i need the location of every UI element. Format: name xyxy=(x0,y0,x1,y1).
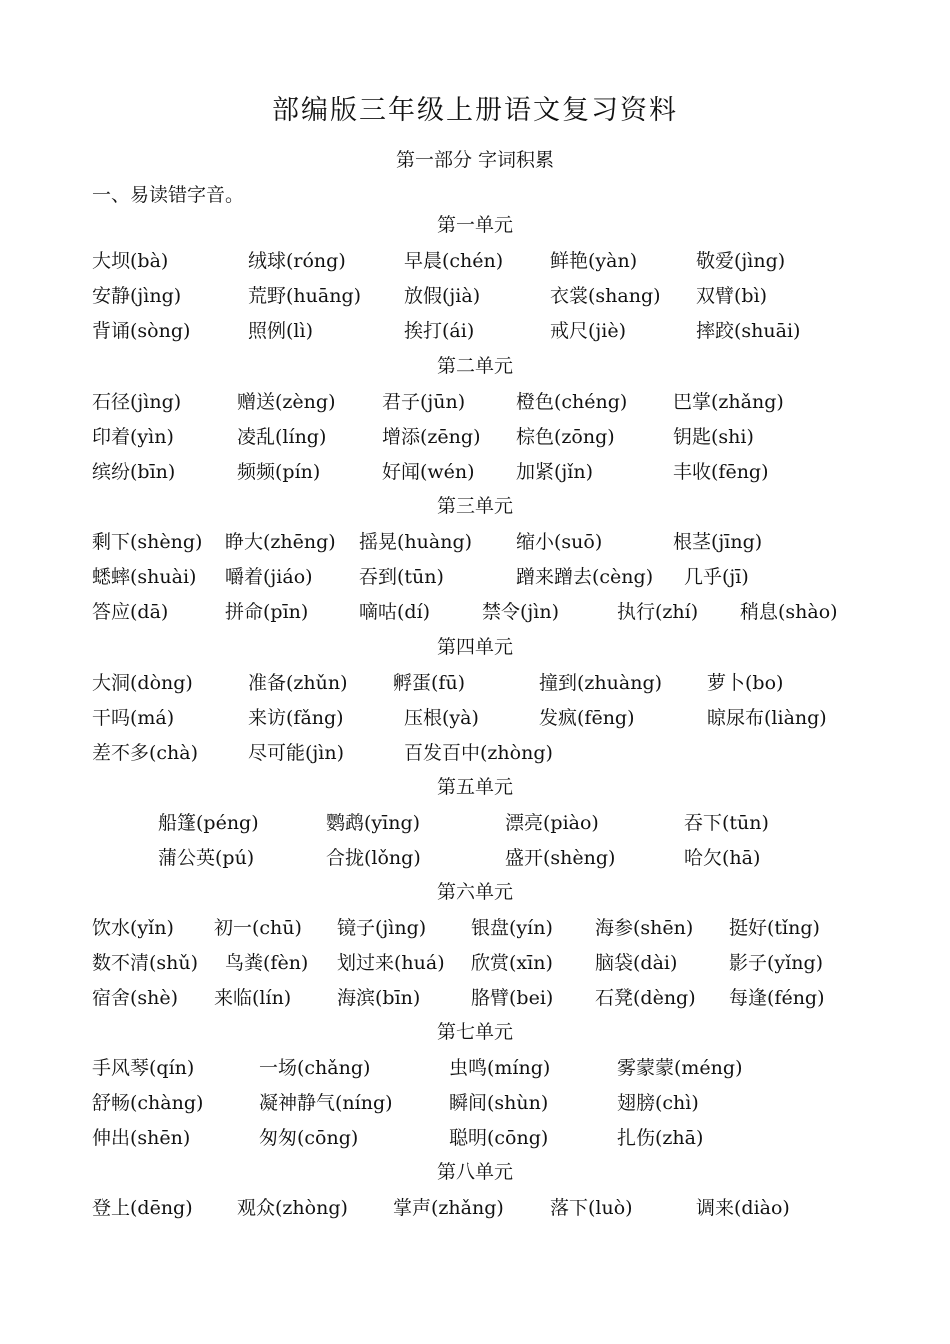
word-pinyin-item: 瞬间(shùn) xyxy=(449,1092,549,1114)
word-pinyin-item: 来临(lín) xyxy=(214,987,292,1009)
word-pinyin-item: 初一(chū) xyxy=(214,917,302,939)
word-pinyin-item: 调来(diào) xyxy=(696,1197,790,1219)
word-row xyxy=(0,913,950,943)
word-pinyin-item: 银盘(yín) xyxy=(471,917,553,939)
word-pinyin-item: 伸出(shēn) xyxy=(92,1127,191,1149)
word-row xyxy=(0,983,950,1013)
unit-title: 第一单元 xyxy=(436,214,513,236)
word-pinyin-item: 海滨(bīn) xyxy=(337,987,421,1009)
unit-title: 第五单元 xyxy=(436,776,513,798)
word-pinyin-item: 脑袋(dài) xyxy=(595,952,678,974)
word-pinyin-item: 双臂(bì) xyxy=(696,285,768,307)
section-heading: 一、易读错字音。 xyxy=(92,184,245,206)
word-pinyin-item: 晾尿布(liàng) xyxy=(707,707,827,729)
word-pinyin-item: 频频(pín) xyxy=(237,461,321,483)
word-row xyxy=(0,387,950,417)
word-pinyin-item: 石凳(dèng) xyxy=(595,987,696,1009)
word-row xyxy=(0,527,950,557)
word-pinyin-item: 翅膀(chì) xyxy=(617,1092,699,1114)
word-pinyin-item: 挺好(tǐng) xyxy=(729,917,820,939)
word-pinyin-item: 哈欠(hā) xyxy=(684,847,761,869)
word-pinyin-item: 欣赏(xīn) xyxy=(471,952,553,974)
word-pinyin-item: 戒尺(jiè) xyxy=(550,320,627,342)
word-pinyin-item: 绒球(róng) xyxy=(248,250,346,272)
word-row xyxy=(0,457,950,487)
word-pinyin-item: 掌声(zhǎng) xyxy=(393,1197,504,1219)
word-pinyin-item: 印着(yìn) xyxy=(92,426,174,448)
word-pinyin-item: 萝卜(bo) xyxy=(707,672,784,694)
part-subtitle: 第一部分 字词积累 xyxy=(395,149,555,171)
word-pinyin-item: 来访(fǎng) xyxy=(248,707,344,729)
word-pinyin-item: 稍息(shào) xyxy=(740,601,838,623)
word-pinyin-item: 吞下(tūn) xyxy=(684,812,769,834)
word-pinyin-item: 海参(shēn) xyxy=(595,917,694,939)
word-pinyin-item: 饮水(yǐn) xyxy=(92,917,174,939)
word-row xyxy=(0,668,950,698)
word-pinyin-item: 百发百中(zhòng) xyxy=(404,742,553,764)
word-pinyin-item: 君子(jūn) xyxy=(382,391,466,413)
word-pinyin-item: 凌乱(líng) xyxy=(237,426,327,448)
word-pinyin-item: 根茎(jīng) xyxy=(673,531,763,553)
word-pinyin-item: 数不清(shǔ) xyxy=(92,952,199,974)
word-pinyin-item: 巴掌(zhǎng) xyxy=(673,391,784,413)
word-pinyin-item: 聪明(cōng) xyxy=(449,1127,549,1149)
unit-title: 第二单元 xyxy=(436,355,513,377)
word-row xyxy=(0,246,950,276)
word-row xyxy=(0,597,950,627)
word-pinyin-item: 虫鸣(míng) xyxy=(449,1057,551,1079)
word-pinyin-item: 剩下(shèng) xyxy=(92,531,203,553)
word-pinyin-item: 摇晃(huàng) xyxy=(359,531,473,553)
word-pinyin-item: 衣裳(shang) xyxy=(550,285,661,307)
word-pinyin-item: 尽可能(jìn) xyxy=(248,742,345,764)
word-pinyin-item: 嘀咕(dí) xyxy=(359,601,431,623)
word-row xyxy=(0,1193,950,1223)
word-pinyin-item: 舒畅(chàng) xyxy=(92,1092,204,1114)
word-pinyin-item: 船篷(péng) xyxy=(158,812,259,834)
word-pinyin-item: 挨打(ái) xyxy=(404,320,475,342)
word-pinyin-item: 干吗(má) xyxy=(92,707,175,729)
word-pinyin-item: 镜子(jìng) xyxy=(337,917,427,939)
word-pinyin-item: 宿舍(shè) xyxy=(92,987,179,1009)
word-row xyxy=(0,948,950,978)
word-pinyin-item: 发疯(fēng) xyxy=(539,707,635,729)
word-pinyin-item: 孵蛋(fū) xyxy=(393,672,466,694)
word-pinyin-item: 丰收(fēng) xyxy=(673,461,769,483)
word-pinyin-item: 蒲公英(pú) xyxy=(158,847,255,869)
word-pinyin-item: 执行(zhí) xyxy=(617,601,699,623)
word-row xyxy=(0,1088,950,1118)
word-pinyin-item: 石径(jìng) xyxy=(92,391,182,413)
word-pinyin-item: 大洞(dòng) xyxy=(92,672,193,694)
word-pinyin-item: 增添(zēng) xyxy=(382,426,481,448)
word-row xyxy=(0,562,950,592)
word-pinyin-item: 缤纷(bīn) xyxy=(92,461,176,483)
word-pinyin-item: 登上(dēng) xyxy=(92,1197,193,1219)
word-pinyin-item: 嚼着(jiáo) xyxy=(225,566,313,588)
unit-title: 第七单元 xyxy=(436,1021,513,1043)
word-row xyxy=(0,703,950,733)
word-pinyin-item: 漂亮(piào) xyxy=(505,812,599,834)
word-pinyin-item: 吞到(tūn) xyxy=(359,566,444,588)
word-pinyin-item: 差不多(chà) xyxy=(92,742,199,764)
word-pinyin-item: 鹦鹉(yīng) xyxy=(326,812,421,834)
word-pinyin-item: 匆匆(cōng) xyxy=(259,1127,359,1149)
word-pinyin-item: 凝神静气(níng) xyxy=(259,1092,393,1114)
word-pinyin-item: 蹭来蹭去(cèng) xyxy=(516,566,654,588)
word-pinyin-item: 赠送(zèng) xyxy=(237,391,336,413)
word-pinyin-item: 好闻(wén) xyxy=(382,461,475,483)
word-pinyin-item: 敬爱(jìng) xyxy=(696,250,786,272)
word-pinyin-item: 压根(yà) xyxy=(404,707,479,729)
word-pinyin-item: 胳臂(bei) xyxy=(471,987,554,1009)
word-pinyin-item: 安静(jìng) xyxy=(92,285,182,307)
word-pinyin-item: 雾蒙蒙(méng) xyxy=(617,1057,743,1079)
unit-title: 第四单元 xyxy=(436,636,513,658)
word-pinyin-item: 准备(zhǔn) xyxy=(248,672,348,694)
word-pinyin-item: 撞到(zhuàng) xyxy=(539,672,663,694)
word-row xyxy=(0,316,950,346)
word-pinyin-item: 影子(yǐng) xyxy=(729,952,824,974)
document-title: 部编版三年级上册语文复习资料 xyxy=(272,95,678,126)
word-pinyin-item: 一场(chǎng) xyxy=(259,1057,371,1079)
word-pinyin-item: 大坝(bà) xyxy=(92,250,169,272)
word-pinyin-item: 扎伤(zhā) xyxy=(617,1127,704,1149)
word-pinyin-item: 合拢(lǒng) xyxy=(326,847,421,869)
word-pinyin-item: 观众(zhòng) xyxy=(237,1197,348,1219)
word-row xyxy=(0,281,950,311)
word-pinyin-item: 鸟粪(fèn) xyxy=(225,952,309,974)
word-pinyin-item: 鲜艳(yàn) xyxy=(550,250,638,272)
word-row xyxy=(0,422,950,452)
unit-title: 第六单元 xyxy=(436,881,513,903)
word-pinyin-item: 手风琴(qín) xyxy=(92,1057,195,1079)
word-row xyxy=(0,843,950,873)
word-pinyin-item: 照例(lì) xyxy=(248,320,313,342)
word-pinyin-item: 几乎(jī) xyxy=(684,566,749,588)
word-row xyxy=(0,1123,950,1153)
word-pinyin-item: 答应(dā) xyxy=(92,601,169,623)
word-pinyin-item: 拼命(pīn) xyxy=(225,601,309,623)
word-pinyin-item: 早晨(chén) xyxy=(404,250,504,272)
word-pinyin-item: 划过来(huá) xyxy=(337,952,445,974)
word-pinyin-item: 钥匙(shi) xyxy=(673,426,754,448)
word-pinyin-item: 背诵(sòng) xyxy=(92,320,191,342)
word-pinyin-item: 摔跤(shuāi) xyxy=(696,320,801,342)
word-pinyin-item: 每逢(féng) xyxy=(729,987,825,1009)
word-pinyin-item: 睁大(zhēng) xyxy=(225,531,336,553)
word-pinyin-item: 落下(luò) xyxy=(550,1197,633,1219)
word-pinyin-item: 棕色(zōng) xyxy=(516,426,615,448)
word-row xyxy=(0,1053,950,1083)
word-row xyxy=(0,808,950,838)
word-pinyin-item: 蟋蟀(shuài) xyxy=(92,566,197,588)
word-pinyin-item: 橙色(chéng) xyxy=(516,391,628,413)
word-pinyin-item: 缩小(suō) xyxy=(516,531,603,553)
word-pinyin-item: 禁令(jìn) xyxy=(482,601,560,623)
unit-title: 第三单元 xyxy=(436,495,513,517)
word-row xyxy=(0,738,950,768)
word-pinyin-item: 加紧(jǐn) xyxy=(516,461,594,483)
word-pinyin-item: 放假(jià) xyxy=(404,285,481,307)
unit-title: 第八单元 xyxy=(436,1161,513,1183)
word-pinyin-item: 盛开(shèng) xyxy=(505,847,616,869)
word-pinyin-item: 荒野(huāng) xyxy=(248,285,362,307)
